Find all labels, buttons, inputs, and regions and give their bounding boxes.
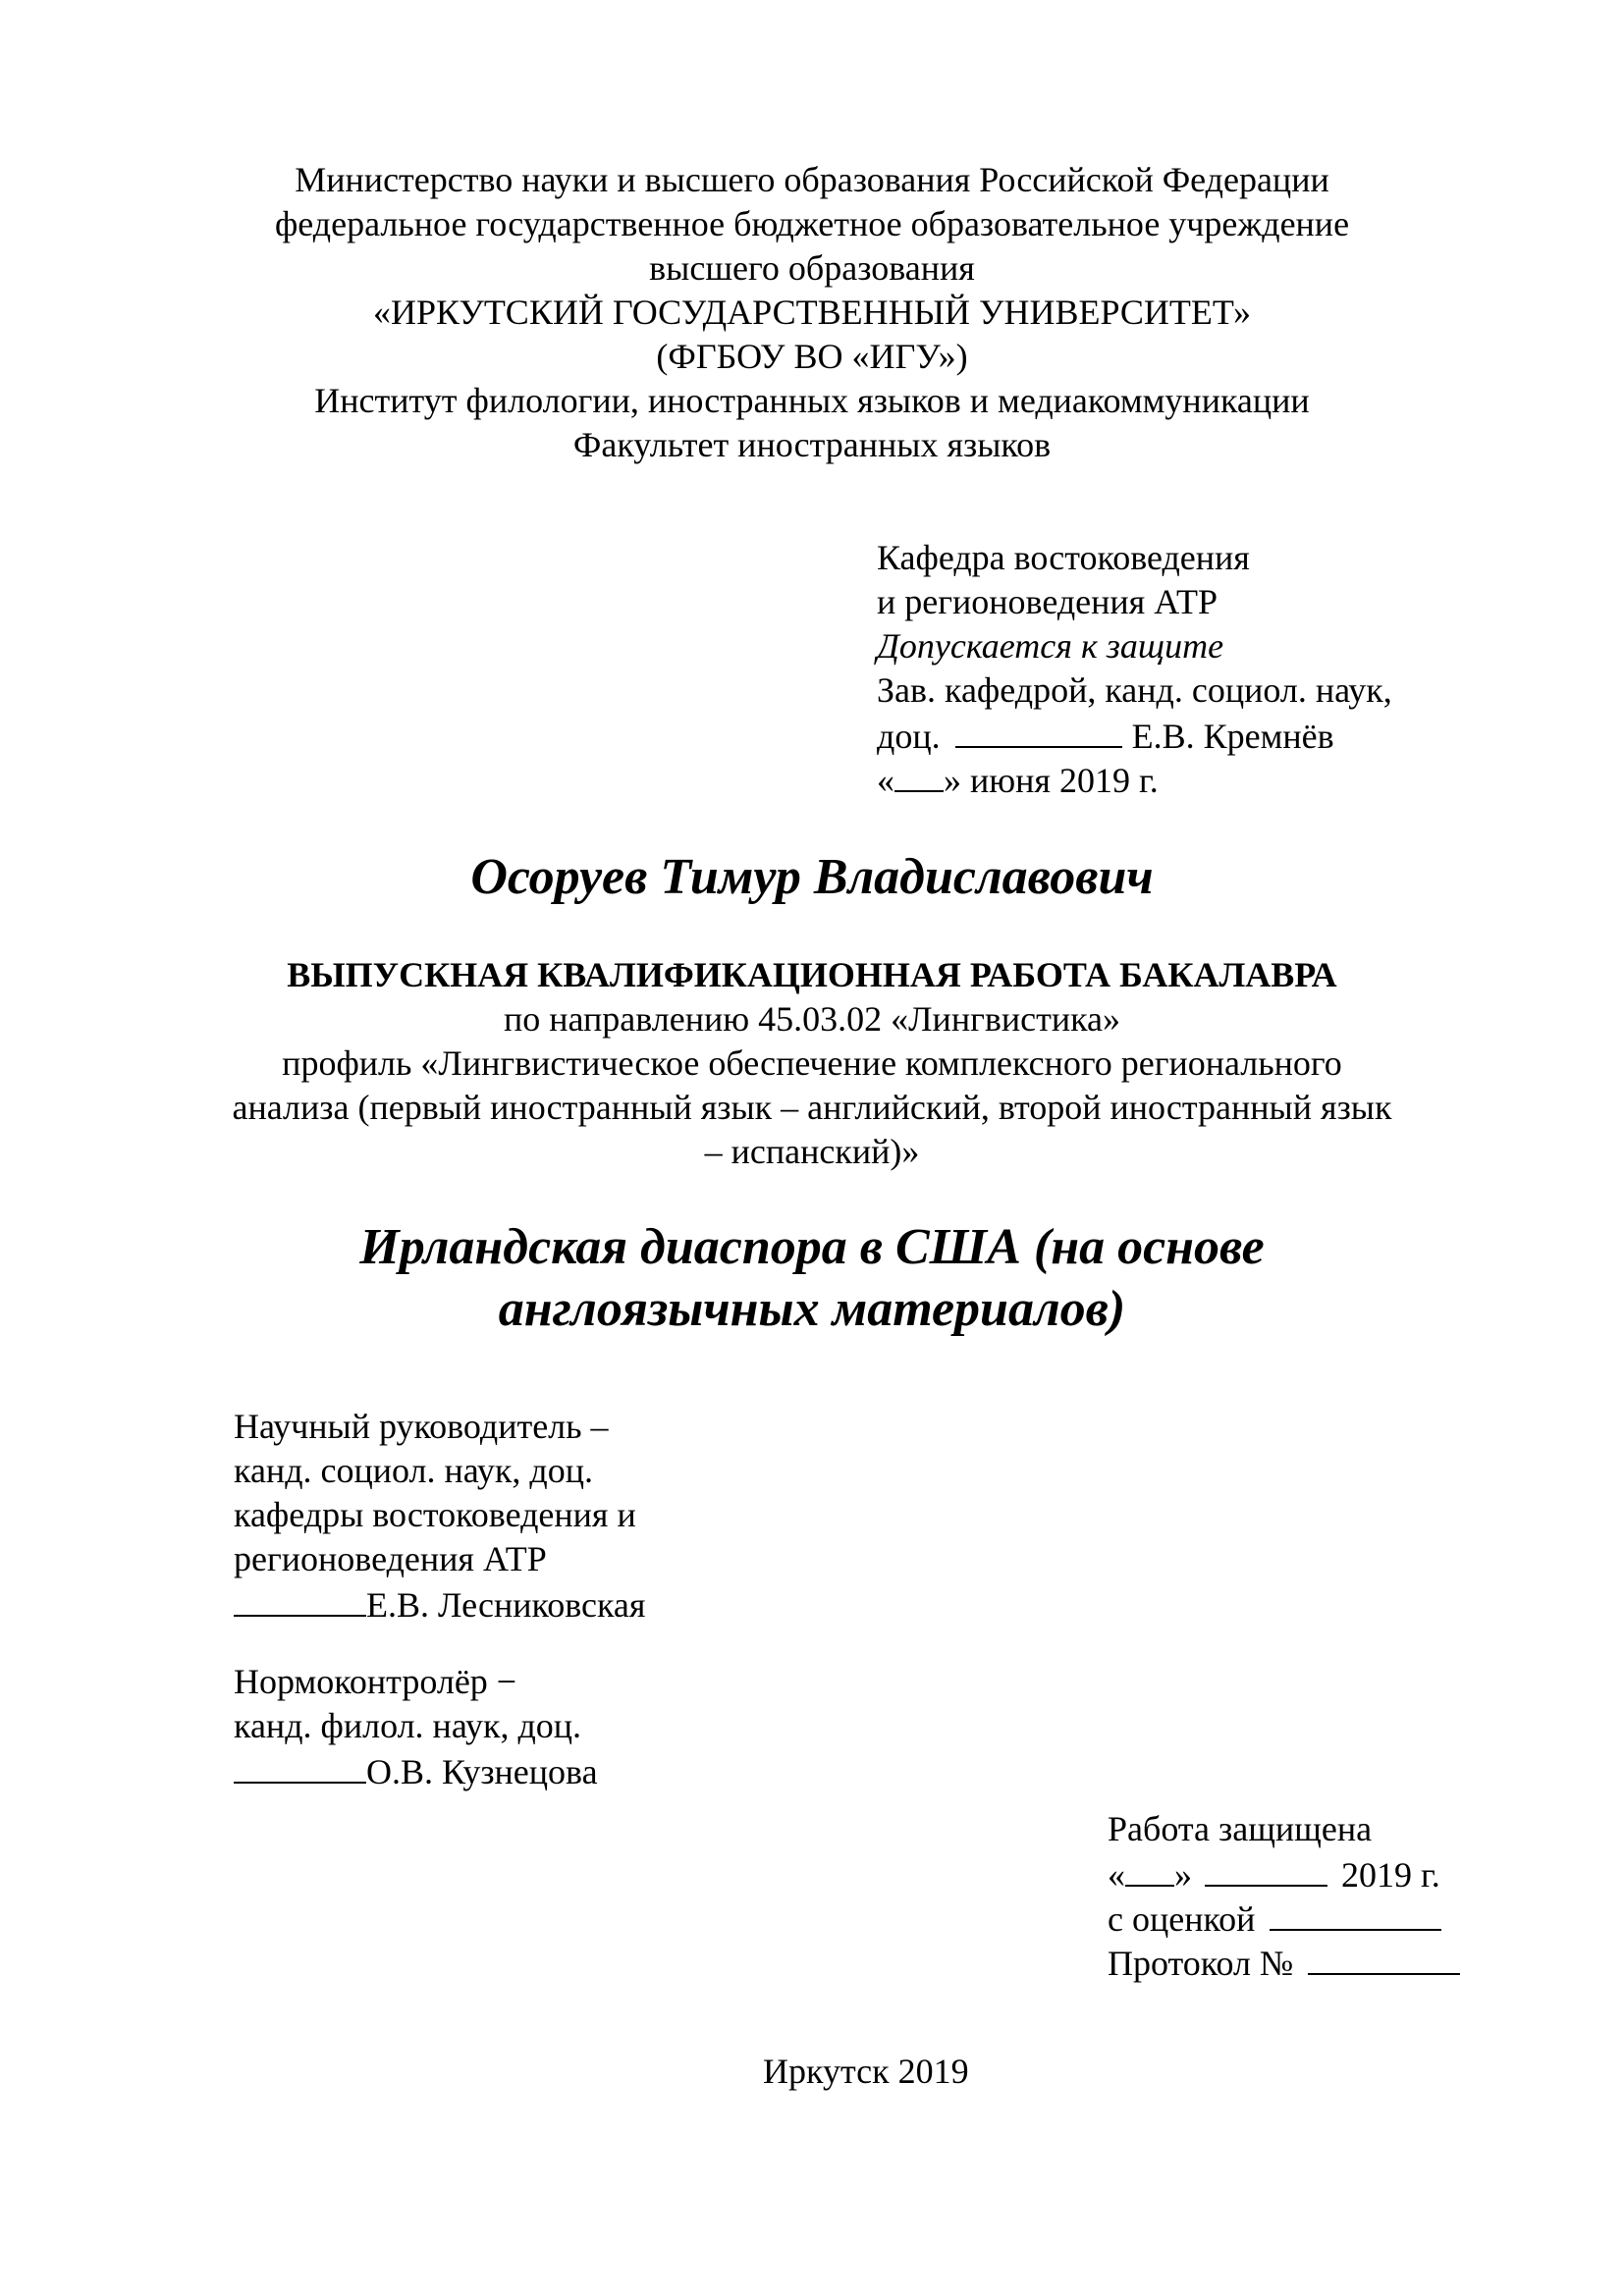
defense-date-line <box>1108 1855 1440 1893</box>
norm-controller-signature-line <box>234 1752 598 1789</box>
norm-controller-degree: канд. филол. наук, доц. <box>234 1706 582 1745</box>
defense-month-blank <box>1205 1855 1327 1887</box>
supervisor-department-line-1: кафедры востоковедения и <box>234 1495 636 1534</box>
author-name: Осоруев Тимур Владиславович <box>470 849 1154 905</box>
defense-status: Работа защищена <box>1108 1809 1373 1848</box>
head-position-line: Зав. кафедрой, канд. социол. наук, <box>877 670 1392 710</box>
ministry-line: Министерство науки и высшего образования Российской Федерации <box>295 160 1329 199</box>
city-year: Иркутск 2019 <box>763 2052 969 2091</box>
approval-date-open: « <box>877 761 894 800</box>
defense-date-mid: » <box>1174 1855 1192 1895</box>
defense-protocol-line <box>1108 1944 1460 1981</box>
work-profile-line-1: профиль «Лингвистическое обеспечение комплексного регионального <box>282 1043 1342 1083</box>
supervisor-department-line-2: регионоведения АТР <box>234 1539 547 1578</box>
defense-protocol-label: Протокол № <box>1108 1944 1294 1983</box>
supervisor-signature-blank <box>234 1585 366 1617</box>
work-type: ВЫПУСКНАЯ КВАЛИФИКАЦИОННАЯ РАБОТА БАКАЛАВРА <box>287 955 1337 994</box>
supervisor-name: Е.В. Лесниковская <box>366 1585 646 1625</box>
defense-grade-label: с оценкой <box>1108 1899 1256 1939</box>
university-name-line: «ИРКУТСКИЙ ГОСУДАРСТВЕННЫЙ УНИВЕРСИТЕТ» <box>373 293 1251 332</box>
defense-date-open: « <box>1108 1855 1125 1895</box>
institute-line: Институт филологии, иностранных языков и медиакоммуникации <box>314 381 1310 420</box>
defense-grade-blank <box>1270 1899 1441 1931</box>
head-signature-line <box>877 717 1334 754</box>
defense-grade-line <box>1108 1899 1441 1937</box>
department-line-2: и регионоведения АТР <box>877 582 1218 621</box>
supervisor-degree: канд. социол. наук, доц. <box>234 1451 593 1490</box>
approval-date-line <box>877 761 1159 798</box>
admitted-label: Допускается к защите <box>877 626 1224 666</box>
thesis-title-line-2: англоязычных материалов) <box>498 1281 1126 1337</box>
thesis-title-line-1: Ирландская диаспора в США (на основе <box>359 1219 1265 1275</box>
faculty-line: Факультет иностранных языков <box>572 425 1052 464</box>
work-direction: по направлению 45.03.02 «Лингвистика» <box>503 999 1121 1039</box>
institution-type-line: федеральное государственное бюджетное образовательное учреждение <box>274 204 1350 243</box>
defense-day-blank <box>1125 1855 1174 1887</box>
department-line-1: Кафедра востоковедения <box>877 538 1250 577</box>
norm-controller-name: О.В. Кузнецова <box>366 1752 598 1791</box>
norm-controller-signature-blank <box>234 1752 366 1784</box>
work-profile-line-2: анализа (первый иностранный язык – английский, второй иностранный язык <box>232 1088 1392 1127</box>
head-name: Е.В. Кремнёв <box>1131 717 1334 756</box>
head-signature-blank <box>955 717 1122 748</box>
approval-day-blank <box>894 761 944 792</box>
norm-controller-role: Нормоконтролёр − <box>234 1662 517 1701</box>
university-abbr-line: (ФГБОУ ВО «ИГУ») <box>656 337 968 376</box>
work-profile-line-3: – испанский)» <box>704 1132 920 1171</box>
supervisor-role: Научный руководитель – <box>234 1407 609 1446</box>
supervisor-signature-line <box>234 1585 645 1623</box>
defense-date-year: 2019 г. <box>1341 1855 1440 1895</box>
head-prefix: доц. <box>877 717 941 756</box>
approval-date-close: » июня 2019 г. <box>944 761 1159 800</box>
education-level-line: высшего образования <box>649 248 975 288</box>
defense-protocol-blank <box>1308 1944 1460 1975</box>
